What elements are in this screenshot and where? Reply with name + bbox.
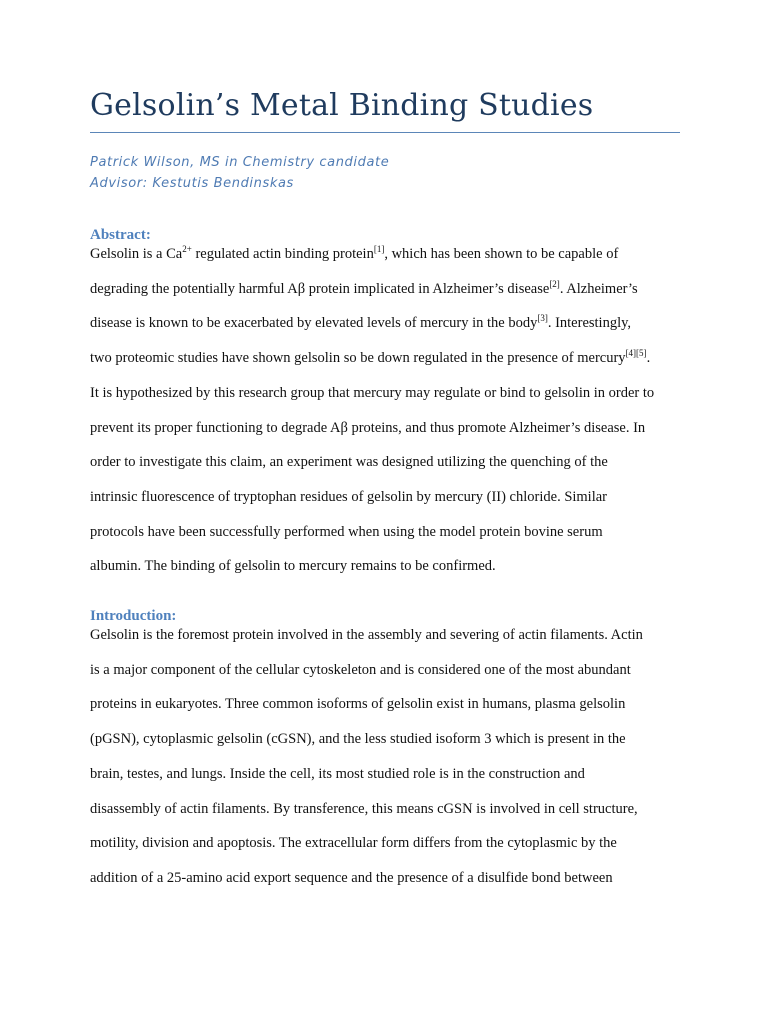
introduction-line [90,627,643,644]
text-run: , which has been shown to be capable of [384,246,619,262]
introduction-line [90,731,626,748]
text-run: Gelsolin is the foremost protein involved in the assembly and severing of actin filaments. Actin [90,627,643,643]
document-title: Gelsolin’s Metal Binding Studies [90,88,594,123]
text-run: protocols have been successfully performed when using the model protein bovine serum [90,523,603,540]
text-run: regulated actin binding protein [191,246,374,262]
superscript: 2+ [182,244,192,254]
abstract-line [90,420,645,437]
author-line: Patrick Wilson, MS in Chemistry candidate [90,155,390,170]
text-run: intrinsic fluorescence of tryptophan residues of gelsolin by mercury (II) chloride. Similar [90,488,608,505]
superscript: [4][5] [625,348,647,359]
text-run: . [646,350,651,367]
introduction-line [90,835,617,852]
abstract-line [90,454,608,471]
text-run: proteins in eukaryotes. Three common isoforms of gelsolin exist in humans, plasma gelsolin [90,696,626,713]
superscript: [2] [549,278,560,289]
text-run: is a major component of the cellular cytoskeleton and is considered one of the most abundant [90,661,631,678]
superscript: [1] [373,244,385,254]
text-run: . Alzheimer’s [559,280,638,297]
text-run: degrading the potentially harmful Aβ protein implicated in Alzheimer’s disease [90,280,550,297]
text-run: (pGSN), cytoplasmic gelsolin (cGSN), and the less studied isoform 3 which is present in the [90,731,626,748]
text-run: albumin. The binding of gelsolin to mercury remains to be confirmed. [90,558,496,575]
abstract-line [90,246,618,263]
text-run: order to investigate this claim, an experiment was designed utilizing the quenching of the [90,454,608,471]
text-run: Gelsolin is a Ca [90,246,183,262]
text-run: addition of a 25-amino acid export sequence and the presence of a disulfide bond between [90,869,613,886]
introduction-line [90,766,585,783]
abstract-line [90,558,496,575]
text-run: motility, division and apoptosis. The extracellular form differs from the cytoplasmic by the [90,835,617,852]
abstract-line [90,315,631,332]
text-run: disease is known to be exacerbated by elevated levels of mercury in the body [90,315,538,332]
introduction-line [90,870,613,887]
advisor-line: Advisor: Kestutis Bendinskas [90,176,294,191]
abstract-line [90,489,607,506]
introduction-line [90,801,638,818]
abstract-line [90,385,654,402]
superscript: [3] [537,313,548,324]
title-underline [90,132,680,133]
introduction-line [90,662,631,679]
abstract-line [90,278,638,298]
text-run: disassembly of actin filaments. By transference, this means cGSN is involved in cell structure, [90,800,638,817]
text-run: brain, testes, and lungs. Inside the cell, its most studied role is in the construction and [90,765,585,782]
abstract-heading: Abstract: [90,227,151,243]
introduction-heading: Introduction: [90,608,177,624]
abstract-line [90,524,603,541]
text-run: prevent its proper functioning to degrade Aβ proteins, and thus promote Alzheimer’s disease. In [90,419,646,436]
abstract-line [90,350,650,367]
text-run: two proteomic studies have shown gelsolin so be down regulated in the presence of mercury [90,350,626,367]
introduction-line [90,696,625,713]
text-run: It is hypothesized by this research group that mercury may regulate or bind to gelsolin in order to [90,384,655,401]
text-run: . Interestingly, [547,315,632,332]
